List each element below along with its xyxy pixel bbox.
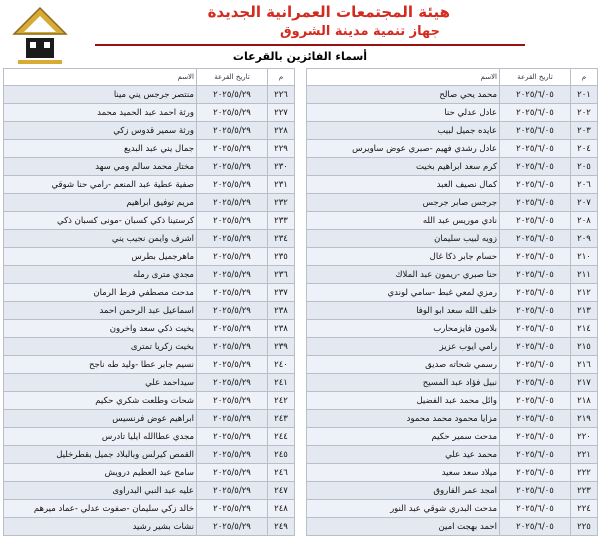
row-name: كمال نصيف العبد bbox=[307, 176, 500, 194]
document-title: أسماء الفائزين بالقرعات bbox=[232, 50, 368, 63]
row-name: جرجس صابر جرجس bbox=[307, 194, 500, 212]
row-date: ٢٠٢٥/٥/٢٩ bbox=[197, 302, 268, 320]
row-date: ٢٠٢٥/٥/٢٩ bbox=[197, 428, 268, 446]
table-row bbox=[307, 266, 598, 284]
row-name: رسمي شحاته صديق bbox=[307, 356, 500, 374]
row-date: ٢٠٢٥/٦/٠٥ bbox=[500, 158, 571, 176]
row-number: ٢١٦ bbox=[571, 356, 598, 374]
row-date: ٢٠٢٥/٦/٠٥ bbox=[500, 194, 571, 212]
row-number: ٢٢٥ bbox=[571, 518, 598, 536]
header-rule bbox=[95, 44, 525, 46]
row-name: مجدي مترى رمله bbox=[4, 266, 197, 284]
table-row bbox=[4, 266, 295, 284]
row-date: ٢٠٢٥/٦/٠٥ bbox=[500, 410, 571, 428]
row-date: ٢٠٢٥/٥/٢٩ bbox=[197, 248, 268, 266]
row-number: ٢١٤ bbox=[571, 320, 598, 338]
row-number: ٢١٩ bbox=[571, 410, 598, 428]
row-date: ٢٠٢٥/٦/٠٥ bbox=[500, 320, 571, 338]
table-row bbox=[4, 212, 295, 230]
row-date: ٢٠٢٥/٥/٢٩ bbox=[197, 212, 268, 230]
row-date: ٢٠٢٥/٥/٢٩ bbox=[197, 392, 268, 410]
table-row bbox=[307, 446, 598, 464]
row-name: سامح عبد العظيم درويش bbox=[4, 464, 197, 482]
row-name: وائل محمد عبد الفضيل bbox=[307, 392, 500, 410]
row-date: ٢٠٢٥/٦/٠٥ bbox=[500, 122, 571, 140]
table-row bbox=[307, 374, 598, 392]
row-number: ٢١٠ bbox=[571, 248, 598, 266]
row-number: ٢٠٣ bbox=[571, 122, 598, 140]
row-number: ٢٣٦ bbox=[268, 266, 295, 284]
table-row bbox=[307, 86, 598, 104]
row-date: ٢٠٢٥/٦/٠٥ bbox=[500, 248, 571, 266]
row-name: مجدي عطاالله ايليا تادرس bbox=[4, 428, 197, 446]
row-name: زويه لبيب سليمان bbox=[307, 230, 500, 248]
row-date: ٢٠٢٥/٥/٢٩ bbox=[197, 518, 268, 536]
table-row bbox=[307, 212, 598, 230]
table-row bbox=[307, 392, 598, 410]
row-name: نشات بشير رشيد bbox=[4, 518, 197, 536]
row-name: ماهرجميل بطرس bbox=[4, 248, 197, 266]
table-row bbox=[307, 194, 598, 212]
row-number: ٢٣٠ bbox=[268, 158, 295, 176]
table-row bbox=[4, 410, 295, 428]
row-number: ٢٠٦ bbox=[571, 176, 598, 194]
column-header-name: الاسم bbox=[307, 69, 500, 86]
table-row bbox=[4, 230, 295, 248]
row-number: ٢٠٤ bbox=[571, 140, 598, 158]
row-name: صفية عطية عبد المنعم -رامي حنا شوقي bbox=[4, 176, 197, 194]
column-header-name: الاسم bbox=[4, 69, 197, 86]
row-name: محمد عيد علي bbox=[307, 446, 500, 464]
table-row bbox=[4, 284, 295, 302]
row-number: ٢٢٩ bbox=[268, 140, 295, 158]
row-name: امجد عمر الفاروق bbox=[307, 482, 500, 500]
table-row bbox=[307, 176, 598, 194]
row-date: ٢٠٢٥/٥/٢٩ bbox=[197, 320, 268, 338]
row-date: ٢٠٢٥/٥/٢٩ bbox=[197, 122, 268, 140]
table-row bbox=[4, 392, 295, 410]
row-name: مزايا محمود محمد محمود bbox=[307, 410, 500, 428]
row-date: ٢٠٢٥/٥/٢٩ bbox=[197, 194, 268, 212]
table-row bbox=[307, 482, 598, 500]
row-date: ٢٠٢٥/٦/٠٥ bbox=[500, 302, 571, 320]
table-row bbox=[307, 320, 598, 338]
table-row bbox=[307, 356, 598, 374]
row-name: عادل عدلي حنا bbox=[307, 104, 500, 122]
row-number: ٢١١ bbox=[571, 266, 598, 284]
row-number: ٢٤٣ bbox=[268, 410, 295, 428]
row-number: ٢٣٤ bbox=[268, 230, 295, 248]
table-row bbox=[307, 248, 598, 266]
row-date: ٢٠٢٥/٦/٠٥ bbox=[500, 500, 571, 518]
row-name: مدحت سمير حكيم bbox=[307, 428, 500, 446]
row-number: ٢٠٢ bbox=[571, 104, 598, 122]
row-date: ٢٠٢٥/٥/٢٩ bbox=[197, 356, 268, 374]
row-number: ٢٣١ bbox=[268, 176, 295, 194]
row-number: ٢٢١ bbox=[571, 446, 598, 464]
table-row bbox=[307, 518, 598, 536]
row-name: رمزي لمعي غبط -سامي لوندي bbox=[307, 284, 500, 302]
row-date: ٢٠٢٥/٥/٢٩ bbox=[197, 410, 268, 428]
row-name: اشرف وايمن نجيب يني bbox=[4, 230, 197, 248]
row-date: ٢٠٢٥/٥/٢٩ bbox=[197, 374, 268, 392]
row-name: منتصر جرجس يني مينا bbox=[4, 86, 197, 104]
row-date: ٢٠٢٥/٥/٢٩ bbox=[197, 284, 268, 302]
table-row bbox=[4, 140, 295, 158]
row-date: ٢٠٢٥/٥/٢٩ bbox=[197, 86, 268, 104]
table-row bbox=[4, 194, 295, 212]
row-name: مختار محمد سالم ومي سهد bbox=[4, 158, 197, 176]
row-date: ٢٠٢٥/٦/٠٥ bbox=[500, 176, 571, 194]
row-name: ابراهيم عوض فرنسيس bbox=[4, 410, 197, 428]
row-name: حسام جابر ذكا غال bbox=[307, 248, 500, 266]
row-name: مريم توفيق ابراهيم bbox=[4, 194, 197, 212]
row-date: ٢٠٢٥/٦/٠٥ bbox=[500, 518, 571, 536]
row-name: عليه عبد النبي البدراوى bbox=[4, 482, 197, 500]
row-date: ٢٠٢٥/٥/٢٩ bbox=[197, 338, 268, 356]
row-name: اسماعيل عبد الرحمن احمد bbox=[4, 302, 197, 320]
column-header-date: تاريخ القرعة bbox=[500, 69, 571, 86]
row-number: ٢٠٥ bbox=[571, 158, 598, 176]
table-row bbox=[4, 86, 295, 104]
row-name: نادي موريس عبد الله bbox=[307, 212, 500, 230]
row-name: بلامون فايزمحارب bbox=[307, 320, 500, 338]
row-name: ورثة سمير قدوس زكي bbox=[4, 122, 197, 140]
row-name: سيداحمد علي bbox=[4, 374, 197, 392]
row-name: يخيت ذكي سعد واخرون bbox=[4, 320, 197, 338]
page-header bbox=[0, 0, 600, 74]
row-name: محمد يحي صالح bbox=[307, 86, 500, 104]
row-date: ٢٠٢٥/٥/٢٩ bbox=[197, 266, 268, 284]
row-date: ٢٠٢٥/٥/٢٩ bbox=[197, 500, 268, 518]
row-date: ٢٠٢٥/٥/٢٩ bbox=[197, 158, 268, 176]
organization-subtitle: جهاز تنمية مدينة الشروق bbox=[280, 24, 440, 39]
row-number: ٢٠٩ bbox=[571, 230, 598, 248]
row-date: ٢٠٢٥/٦/٠٥ bbox=[500, 230, 571, 248]
row-name: مدحت مصطفي فرط الرمان bbox=[4, 284, 197, 302]
table-row bbox=[4, 122, 295, 140]
row-name: شحات وطلعت شكري حكيم bbox=[4, 392, 197, 410]
table-row bbox=[307, 464, 598, 482]
table-row bbox=[307, 140, 598, 158]
table-row bbox=[307, 284, 598, 302]
row-number: ٢٣٣ bbox=[268, 212, 295, 230]
row-date: ٢٠٢٥/٦/٠٥ bbox=[500, 446, 571, 464]
row-number: ٢٠٨ bbox=[571, 212, 598, 230]
winners-table-left bbox=[3, 68, 295, 536]
table-row bbox=[307, 158, 598, 176]
row-date: ٢٠٢٥/٦/٠٥ bbox=[500, 356, 571, 374]
row-number: ٢٢٤ bbox=[571, 500, 598, 518]
table-header-row bbox=[307, 69, 598, 86]
row-number: ٢٠٧ bbox=[571, 194, 598, 212]
row-number: ٢٢٦ bbox=[268, 86, 295, 104]
row-date: ٢٠٢٥/٦/٠٥ bbox=[500, 104, 571, 122]
row-name: نسيم جابر عطا -وليد طه ناجح bbox=[4, 356, 197, 374]
row-date: ٢٠٢٥/٥/٢٩ bbox=[197, 230, 268, 248]
row-name: بخيت زكريا تمترى bbox=[4, 338, 197, 356]
table-row bbox=[4, 374, 295, 392]
table-row bbox=[4, 428, 295, 446]
row-number: ٢١٥ bbox=[571, 338, 598, 356]
table-row bbox=[4, 338, 295, 356]
table-row bbox=[4, 500, 295, 518]
row-name: عادل رشدي فهيم -صبري عوض ساويرس bbox=[307, 140, 500, 158]
row-number: ٢٤٠ bbox=[268, 356, 295, 374]
row-name: عايده جميل لبيب bbox=[307, 122, 500, 140]
row-name: نبيل فؤاد عبد المسيح bbox=[307, 374, 500, 392]
row-date: ٢٠٢٥/٦/٠٥ bbox=[500, 86, 571, 104]
column-header-num: م bbox=[571, 69, 598, 86]
row-name: جمال يني عبد البديع bbox=[4, 140, 197, 158]
row-date: ٢٠٢٥/٦/٠٥ bbox=[500, 338, 571, 356]
table-row bbox=[307, 500, 598, 518]
row-date: ٢٠٢٥/٥/٢٩ bbox=[197, 482, 268, 500]
row-name: ورثة احمد عبد الحميد محمد bbox=[4, 104, 197, 122]
table-row bbox=[4, 176, 295, 194]
row-date: ٢٠٢٥/٦/٠٥ bbox=[500, 266, 571, 284]
row-number: ٢٤٦ bbox=[268, 464, 295, 482]
row-name: ميلاد سعد سعيد bbox=[307, 464, 500, 482]
table-row bbox=[307, 428, 598, 446]
row-date: ٢٠٢٥/٥/٢٩ bbox=[197, 464, 268, 482]
row-number: ٢٤٨ bbox=[268, 500, 295, 518]
row-date: ٢٠٢٥/٥/٢٩ bbox=[197, 140, 268, 158]
row-name: مدحت البدري شوقي عبد النور bbox=[307, 500, 500, 518]
table-row bbox=[307, 122, 598, 140]
row-name: خلف الله سعد ابو الوفا bbox=[307, 302, 500, 320]
table-row bbox=[4, 446, 295, 464]
row-number: ٢١٧ bbox=[571, 374, 598, 392]
table-row bbox=[307, 338, 598, 356]
row-number: ٢٤٩ bbox=[268, 518, 295, 536]
row-date: ٢٠٢٥/٦/٠٥ bbox=[500, 392, 571, 410]
winners-table-right bbox=[306, 68, 598, 536]
table-row bbox=[4, 248, 295, 266]
row-number: ٢٤٧ bbox=[268, 482, 295, 500]
row-date: ٢٠٢٥/٦/٠٥ bbox=[500, 284, 571, 302]
table-header-row bbox=[4, 69, 295, 86]
row-number: ٢٠١ bbox=[571, 86, 598, 104]
row-name: احمد بهجت امين bbox=[307, 518, 500, 536]
row-number: ٢٤١ bbox=[268, 374, 295, 392]
table-row bbox=[307, 302, 598, 320]
table-row bbox=[307, 104, 598, 122]
column-header-num: م bbox=[268, 69, 295, 86]
row-number: ٢٢٠ bbox=[571, 428, 598, 446]
row-date: ٢٠٢٥/٥/٢٩ bbox=[197, 176, 268, 194]
row-number: ٢١٨ bbox=[571, 392, 598, 410]
row-name: رامي ايوب عزيز bbox=[307, 338, 500, 356]
row-name: كرستينا ذكي كسبان -مونى كسبان ذكي bbox=[4, 212, 197, 230]
row-number: ٢٢٣ bbox=[571, 482, 598, 500]
row-date: ٢٠٢٥/٦/٠٥ bbox=[500, 140, 571, 158]
row-date: ٢٠٢٥/٥/٢٩ bbox=[197, 446, 268, 464]
table-row bbox=[4, 320, 295, 338]
table-row bbox=[4, 464, 295, 482]
row-number: ٢٤٥ bbox=[268, 446, 295, 464]
row-date: ٢٠٢٥/٥/٢٩ bbox=[197, 104, 268, 122]
row-number: ٢٣٥ bbox=[268, 248, 295, 266]
row-date: ٢٠٢٥/٦/٠٥ bbox=[500, 482, 571, 500]
row-name: القمص كيرلس وبالبلاد جميل بقطرخليل bbox=[4, 446, 197, 464]
row-name: حنا صبري -ريمون عبد الملاك bbox=[307, 266, 500, 284]
row-name: خالد زكي سليمان -صفوت عدلي -عماد ميرهم bbox=[4, 500, 197, 518]
row-number: ٢١٢ bbox=[571, 284, 598, 302]
row-number: ٢٣٢ bbox=[268, 194, 295, 212]
row-date: ٢٠٢٥/٦/٠٥ bbox=[500, 212, 571, 230]
row-number: ٢٣٩ bbox=[268, 338, 295, 356]
row-name: كرم سعد ابراهيم بخيت bbox=[307, 158, 500, 176]
row-number: ٢٢٢ bbox=[571, 464, 598, 482]
row-number: ٢٣٨ bbox=[268, 320, 295, 338]
row-date: ٢٠٢٥/٦/٠٥ bbox=[500, 374, 571, 392]
table-row bbox=[4, 518, 295, 536]
row-number: ٢٣٧ bbox=[268, 284, 295, 302]
table-row bbox=[4, 482, 295, 500]
table-row bbox=[4, 158, 295, 176]
table-row bbox=[307, 230, 598, 248]
row-date: ٢٠٢٥/٦/٠٥ bbox=[500, 464, 571, 482]
column-header-date: تاريخ القرعة bbox=[197, 69, 268, 86]
table-row bbox=[307, 410, 598, 428]
row-number: ٢٢٨ bbox=[268, 122, 295, 140]
organization-name: هيئة المجتمعات العمرانية الجديدة bbox=[207, 3, 450, 21]
row-number: ٢٤٤ bbox=[268, 428, 295, 446]
row-number: ٢٤٢ bbox=[268, 392, 295, 410]
table-row bbox=[4, 104, 295, 122]
row-number: ٢٣٨ bbox=[268, 302, 295, 320]
row-number: ٢٢٧ bbox=[268, 104, 295, 122]
row-date: ٢٠٢٥/٦/٠٥ bbox=[500, 428, 571, 446]
row-number: ٢١٣ bbox=[571, 302, 598, 320]
table-row bbox=[4, 302, 295, 320]
table-row bbox=[4, 356, 295, 374]
